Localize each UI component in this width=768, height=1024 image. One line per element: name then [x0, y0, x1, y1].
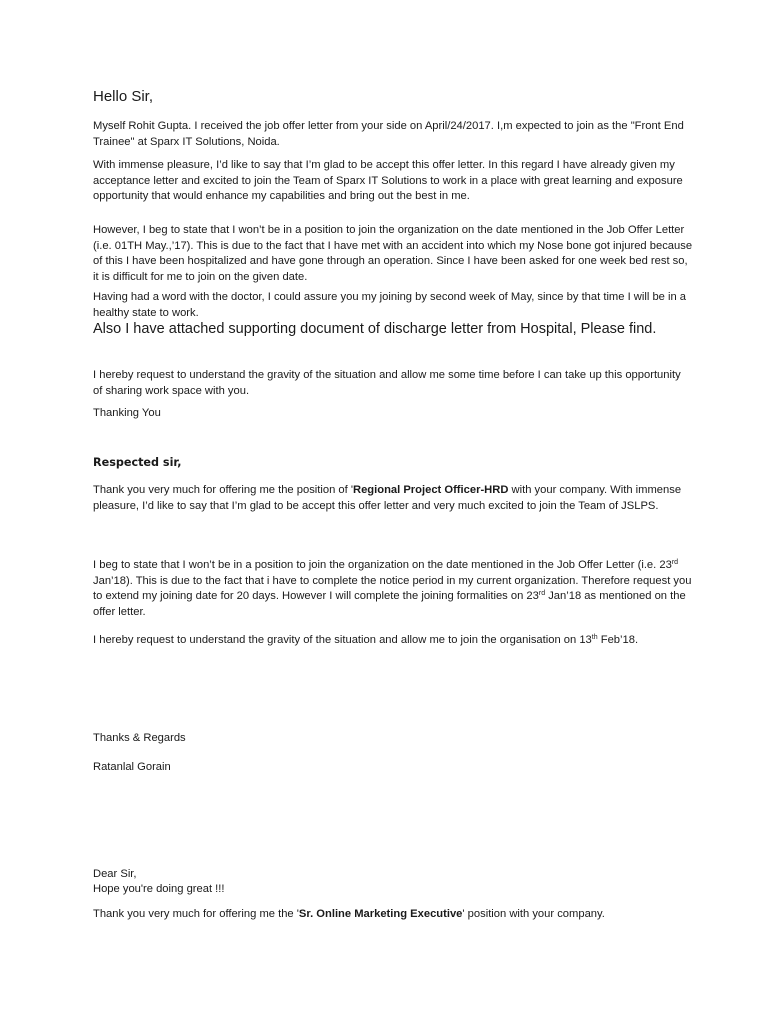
letter3-paragraph-1: [93, 907, 693, 923]
letter2-position-title: Regional Project Officer-HRD: [353, 484, 509, 496]
letter3-line-2: Hope you're doing great !!!: [93, 883, 225, 895]
letter1-paragraph-3: However, I beg to state that I won’t be in a position to join the organization on the date mentioned in the Job Offer Letter (i.e. 01TH May.,’17). This is due to the fact that I have met with an accident into which my Nose bone got injured because of this I have been hospitalized and have gone through an operation. Since I have been asked for one week bed rest so, it is difficult for me to join on the given date.: [93, 224, 693, 283]
letter2-p2-c: Jan’18 as mentioned on the offer letter.: [93, 590, 686, 618]
letter1-paragraph-4: Having had a word with the doctor, I could assure you my joining by second week of May, since by that time I will be in a healthy state to work.: [93, 291, 687, 319]
letter1-closing: Thanking You: [93, 407, 161, 419]
letter2-p3-b: Feb’18.: [597, 634, 639, 646]
letter2-p2-sup1: rd: [671, 559, 679, 566]
letter2-p3-a: I hereby request to understand the gravity of the situation and allow me to join the organisation on 13: [93, 634, 592, 646]
letter2-paragraph-3: [93, 633, 693, 649]
letter2-salutation: Respected sir,: [93, 456, 182, 469]
letter2-paragraph-1: [93, 483, 693, 514]
letter1-paragraph-6: I hereby request to understand the gravity of the situation and allow me some time before I can take up this opportunity of sharing work space with you.: [93, 369, 681, 397]
letter3-p1-post: ' position with your company.: [462, 908, 605, 920]
letter2-p2-b: Jan’18). This is due to the fact that i have to complete the notice period in my current organization. Therefore request you to extend my joining date for 20 days. However I will complete the joining formalities on 23: [93, 574, 692, 602]
letter1-paragraph-1: Myself Rohit Gupta. I received the job offer letter from your side on April/24/2017. I,m expected to join as the "Front End Trainee" at Sparx IT Solutions, Noida.: [93, 120, 684, 148]
letter1-greeting: Hello Sir,: [93, 88, 154, 105]
letter2-regards: Thanks & Regards: [93, 732, 186, 744]
letter1-paragraph-5: Also I have attached supporting document of discharge letter from Hospital, Please find.: [93, 321, 657, 337]
letter2-p1-pre: Thank you very much for offering me the position of ': [93, 484, 353, 496]
letter2-p2-a: I beg to state that I won’t be in a position to join the organization on the date mentioned in the Job Offer Letter (i.e. 23: [93, 559, 672, 571]
letter2-p2-sup2: rd: [538, 590, 546, 597]
letter1-paragraph-2: With immense pleasure, I’d like to say that I’m glad to be accept this offer letter. In this regard I have already given my acceptance letter and excited to join the Team of Sparx IT Solutions to work in a place with great learning and exposure opportunity that would enhance my capabilities and bring out the best in me.: [93, 159, 683, 202]
letter2-signature-name: Ratanlal Gorain: [93, 761, 171, 773]
letter2-p3-sup: th: [591, 634, 598, 641]
letter3-position-title: Sr. Online Marketing Executive: [298, 908, 463, 920]
letter2-paragraph-2: [93, 558, 693, 620]
letter2-p1-post: with your company. With immense pleasure, I’d like to say that I’m glad to be accept this offer letter and very much excited to join the Team of JSLPS.: [93, 484, 682, 512]
letter3-p1-pre: Thank you very much for offering me the ': [93, 908, 299, 920]
letter3-salutation: Dear Sir,: [93, 868, 137, 880]
